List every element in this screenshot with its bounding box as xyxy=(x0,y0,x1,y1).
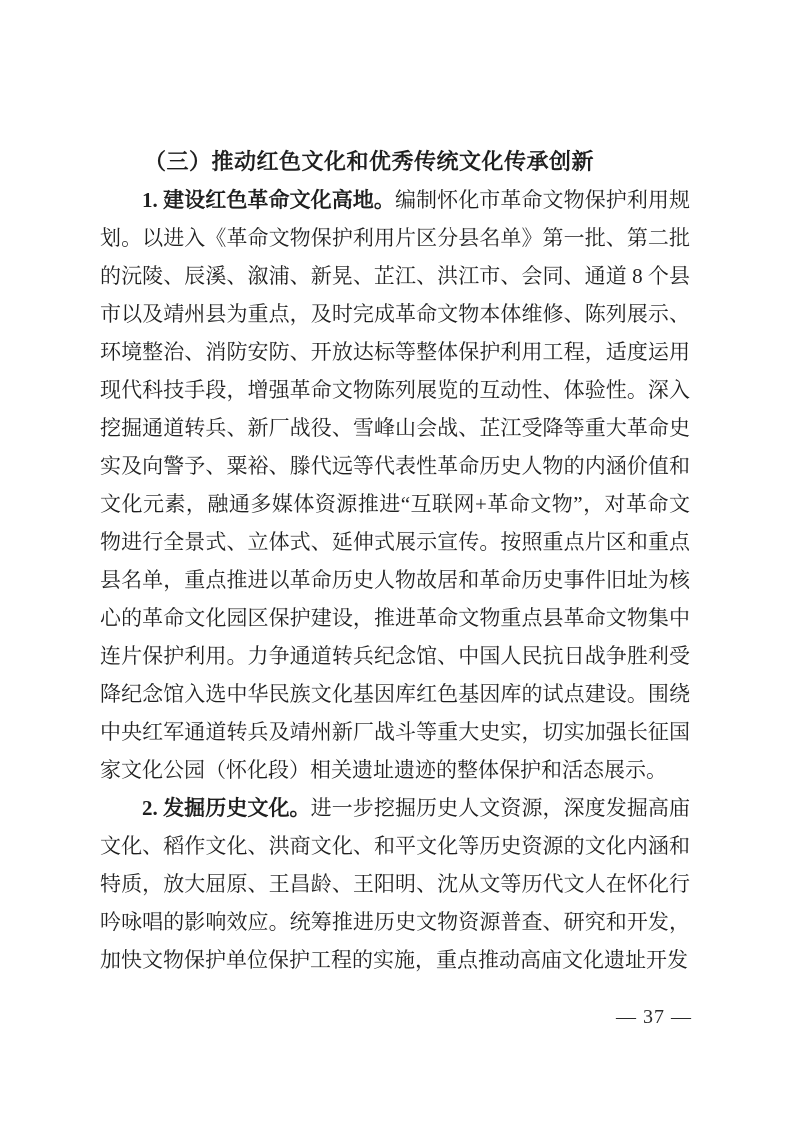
paragraph-1-lead: 1. 建设红色革命文化高地。 xyxy=(142,188,395,212)
paragraph-1-text: 编制怀化市革命文物保护利用规划。以进入《革命文物保护利用片区分县名单》第一批、第二批的沅陵、辰溪、溆浦、新晃、芷江、洪江市、会同、通道 8 个县市以及靖州县为重点，及时完成革命文物本体维修、陈列展示、环境整治、消防安防、开放达标等整体保护利用工程，适度运用现代科技手段，增强革命文物陈列展览的互动性、体验性。深入挖掘通道转兵、新厂战役、雪峰山会战、芷江受降等重大革命史实及向警予、粟裕、滕代远等代表性革命历史人物的内涵价值和文化元素，融通多媒体资源推进“互联网+革命文物”，对革命文物进行全景式、立体式、延伸式展示宣传。按照重点片区和重点县名单，重点推进以革命历史人物故居和革命历史事件旧址为核心的革命文化园区保护建设，推进革命文物重点县革命文物集中连片保护利用。力争通道转兵纪念馆、中国人民抗日战争胜利受降纪念馆入选中华民族文化基因库红色基因库的试点建设。围绕中央红军通道转兵及靖州新厂战斗等重大史实，切实加强长征国家文化公园（怀化段）相关遗址遗迹的整体保护和活态展示。 xyxy=(100,188,691,782)
document-body xyxy=(100,143,690,979)
section-heading: （三）推动红色文化和优秀传统文化传承创新 xyxy=(144,149,595,174)
paragraph-2-lead: 2. 发掘历史文化。 xyxy=(142,796,311,820)
paragraph-2-text: 进一步挖掘历史人文资源，深度发掘高庙文化、稻作文化、洪商文化、和平文化等历史资源的文化内涵和特质，放大屈原、王昌龄、王阳明、沈从文等历代文人在怀化行吟咏唱的影响效应。统筹推进历史文物资源普查、研究和开发，加快文物保护单位保护工程的实施，重点推动高庙文化遗址开发 xyxy=(100,796,690,972)
page-number: — 37 — xyxy=(616,1006,692,1028)
paragraph-2 xyxy=(100,789,690,979)
paragraph-1 xyxy=(100,181,690,789)
